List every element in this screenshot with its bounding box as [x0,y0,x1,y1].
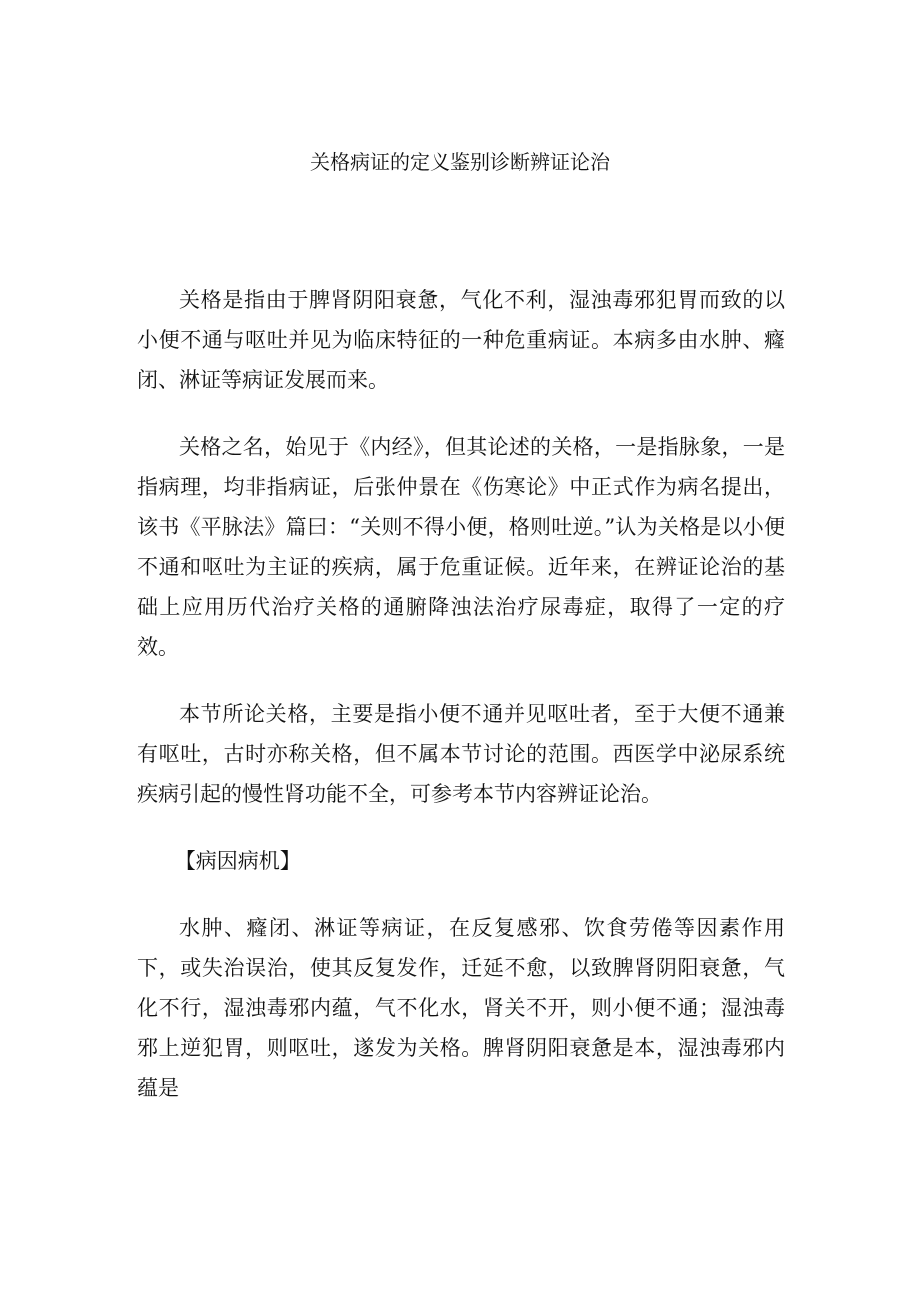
paragraph-etiology: 水肿、癃闭、淋证等病证，在反复感邪、饮食劳倦等因素作用下，或失治误治，使其反复发作，迁延不愈，以致脾肾阴阳衰惫，气化不行，湿浊毒邪内蕴，气不化水，肾关不开，则小便不通；湿浊毒邪上逆犯胃，则呕吐，遂发为关格。脾肾阴阳衰惫是本，湿浊毒邪内蕴是 [137,916,785,1100]
document-title: 关格病证的定义鉴别诊断辨证论治 [310,150,610,174]
paragraph-scope: 本节所论关格，主要是指小便不通并见呕吐者，至于大便不通兼有呕吐，古时亦称关格，但不属本节讨论的范围。西医学中泌尿系统疾病引起的慢性肾功能不全，可参考本节内容辨证论治。 [137,702,785,806]
section-heading-etiology: 【病因病机】 [174,849,301,873]
document-body [137,280,785,1135]
paragraph-definition: 关格是指由于脾肾阴阳衰惫，气化不利，湿浊毒邪犯胃而致的以小便不通与呕吐并见为临床特征的一种危重病证。本病多由水肿、癃闭、淋证等病证发展而来。 [137,288,785,392]
paragraph-history: 关格之名，始见于《内经》，但其论述的关格，一是指脉象，一是指病理，均非指病证，后张仲景在《伤寒论》中正式作为病名提出，该书《平脉法》篇曰：“关则不得小便，格则吐逆。”认为关格是以小便不通和呕吐为主证的疾病，属于危重证候。近年来，在辨证论治的基础上应用历代治疗关格的通腑降浊法治疗尿毒症，取得了一定的疗效。 [137,435,785,659]
